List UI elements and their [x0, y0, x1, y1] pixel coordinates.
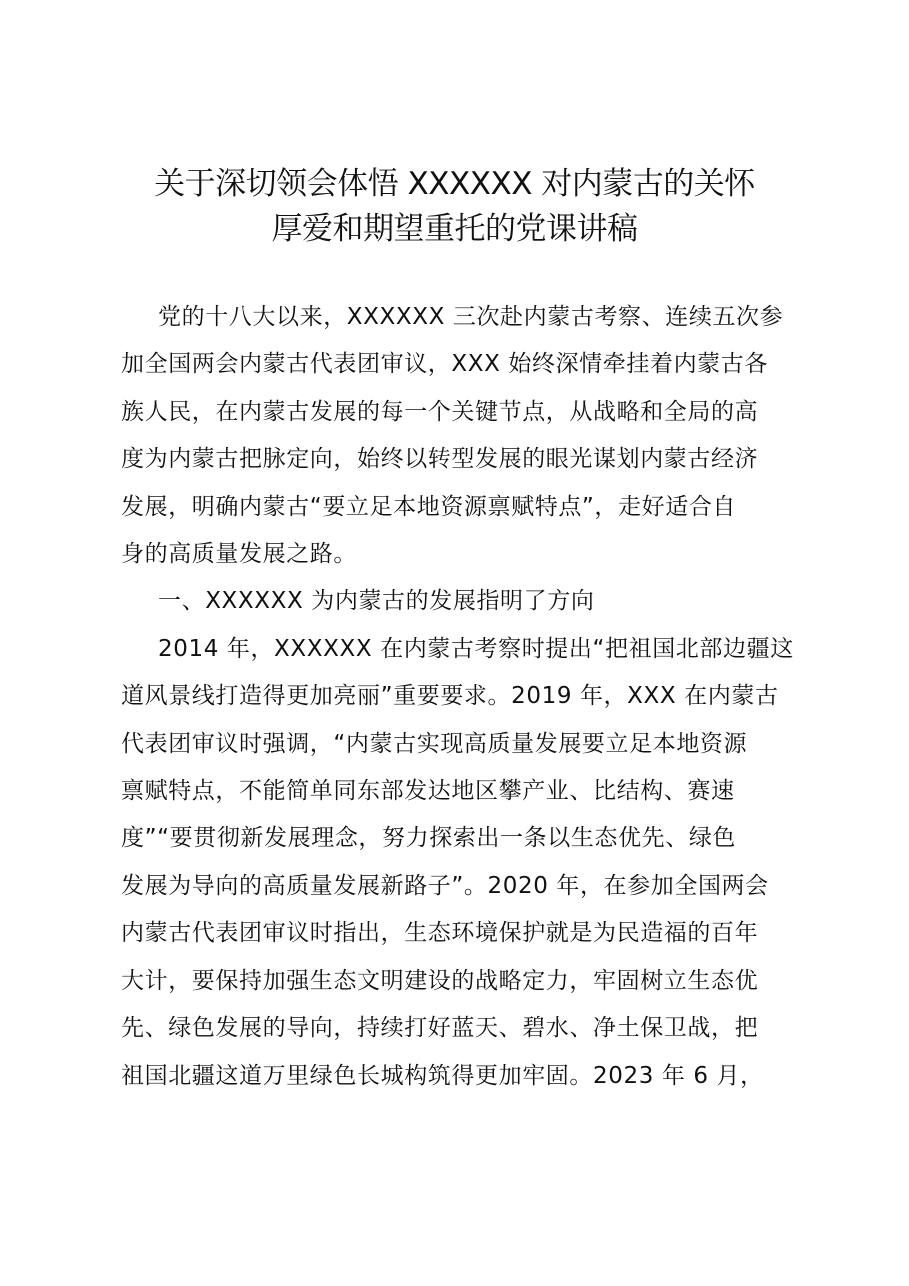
title-line: 厚爱和期望重托的党课讲稿 [271, 211, 638, 247]
text-line: 族人民，在内蒙古发展的每一个关键节点，从战略和全局的高 [121, 398, 759, 425]
text-line: 大计，要保持加强生态文明建设的战略定力，牢固树立生态优 [121, 967, 759, 994]
paragraph-section-1 [121, 626, 794, 1100]
heading-line: 一、XXXXXX 为内蒙古的发展指明了方向 [158, 588, 595, 615]
text-line: 道风景线打造得更加亮丽”重要要求。2019 年，XXX 在内蒙古 [121, 683, 779, 710]
text-line: 发展为导向的高质量发展新路子”。2020 年，在参加全国两会 [121, 872, 769, 899]
title-line: 关于深切领会体悟 XXXXXX 对内蒙古的关怀 [154, 166, 755, 202]
text-line: 加全国两会内蒙古代表团审议，XXX 始终深情牵挂着内蒙古各 [121, 351, 768, 378]
text-line: 先、绿色发展的导向，持续打好蓝天、碧水、净土保卫战，把 [121, 1015, 759, 1042]
text-line: 祖国北疆这道万里绿色长城构筑得更加牢固。2023 年 6 月， [121, 1062, 764, 1089]
text-line: 党的十八大以来，XXXXXX 三次赴内蒙古考察、连续五次参 [158, 304, 784, 330]
text-line: 代表团审议时强调，“内蒙古实现高质量发展要立足本地资源 [121, 730, 748, 757]
paragraph-intro [121, 294, 785, 578]
text-line: 发展，明确内蒙古“要立足本地资源禀赋特点”，走好适合自 [121, 493, 737, 520]
text-line: 内蒙古代表团审议时指出，生态环境保护就是为民造福的百年 [121, 920, 759, 947]
document-title [80, 162, 829, 252]
text-line: 度为内蒙古把脉定向，始终以转型发展的眼光谋划内蒙古经济 [121, 446, 759, 473]
text-line: 2014 年，XXXXXX 在内蒙古考察时提出“把祖国北部边疆这 [158, 635, 794, 662]
text-line: 身的高质量发展之路。 [121, 541, 357, 568]
document-body [121, 294, 794, 1100]
section-heading [121, 578, 785, 625]
text-line: 度”“要贯彻新发展理念，努力探索出一条以生态优先、绿色 [121, 825, 737, 852]
text-line: 禀赋特点，不能简单同东部发达地区攀产业、比结构、赛速 [121, 778, 735, 805]
